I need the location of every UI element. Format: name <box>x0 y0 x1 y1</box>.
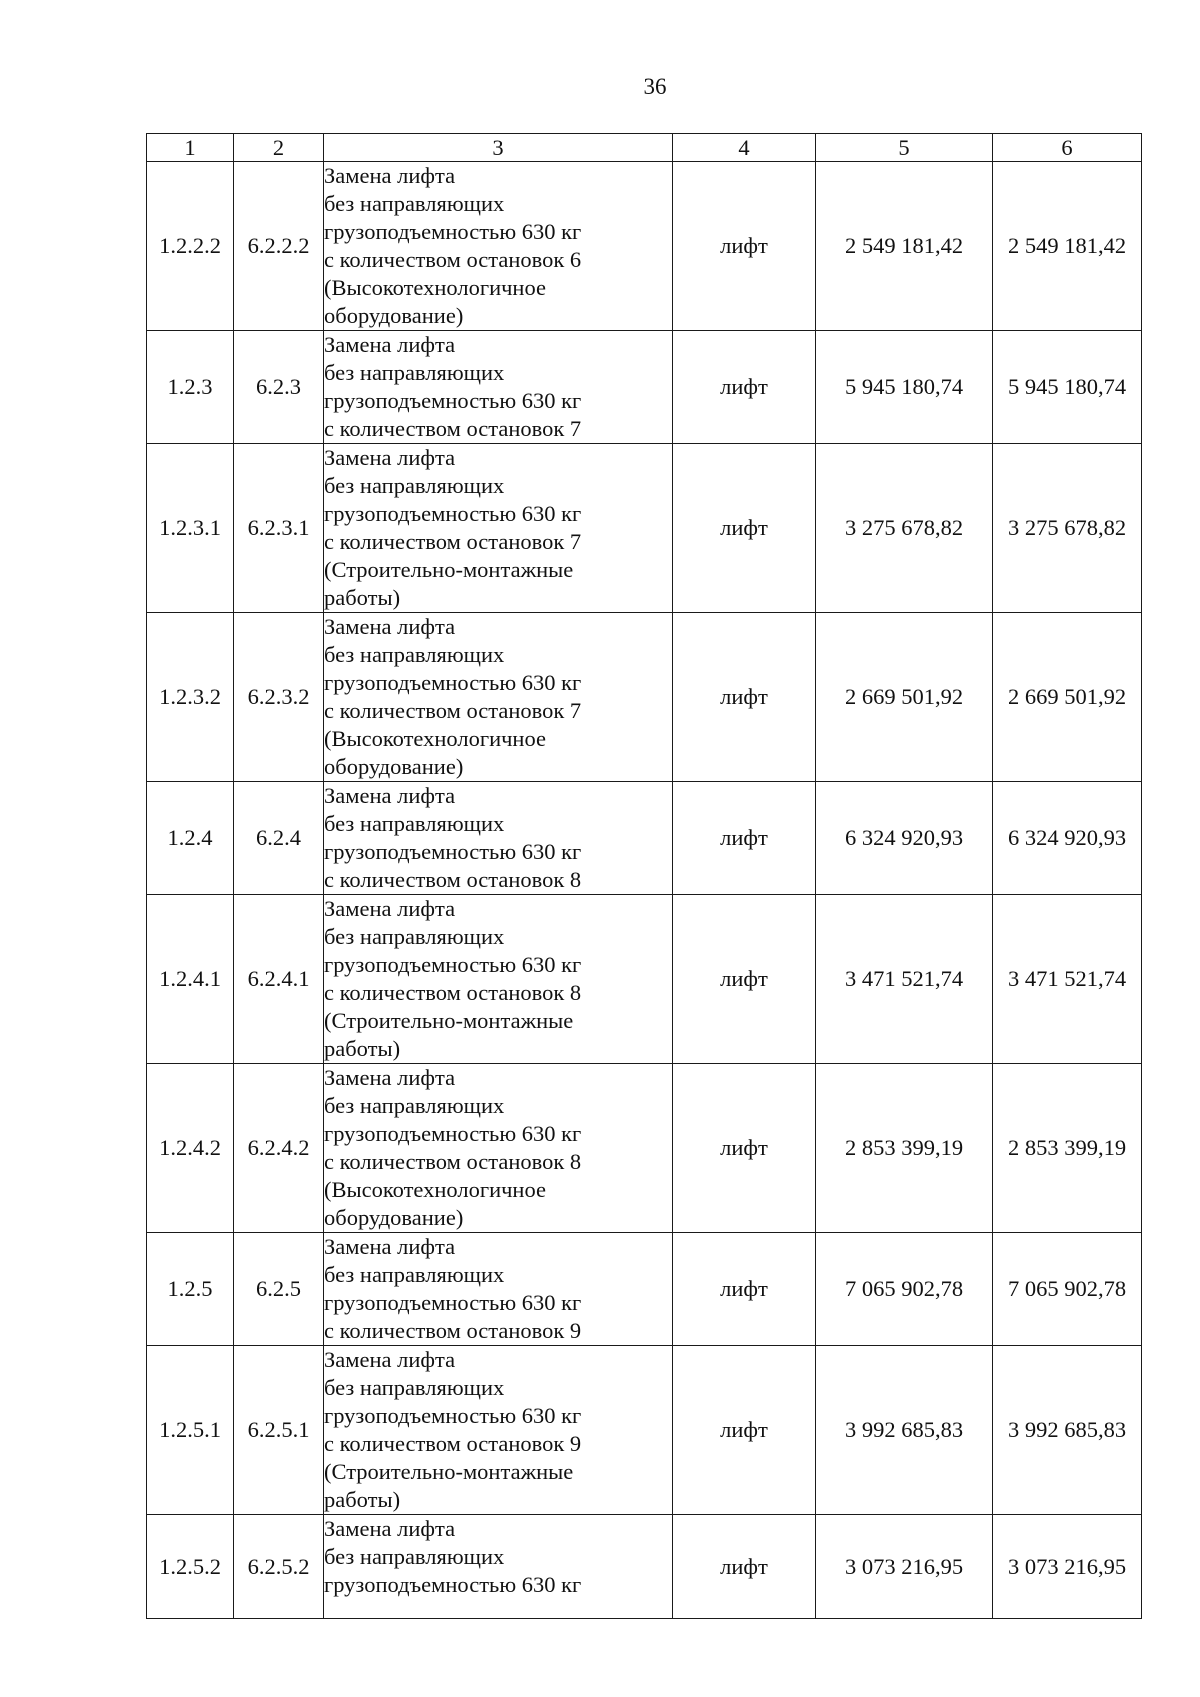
row-amount-6: 3 471 521,74 <box>993 895 1142 1064</box>
description-line: Замена лифта <box>324 1516 456 1541</box>
table-body <box>147 162 1142 1619</box>
description-line: грузоподъемностью 630 кг <box>324 1403 582 1428</box>
row-amount-6: 3 275 678,82 <box>993 444 1142 613</box>
page-number: 36 <box>643 74 667 99</box>
row-description <box>324 444 673 613</box>
description-line: с количеством остановок 7 <box>324 416 582 441</box>
description-line: без направляющих <box>324 811 505 836</box>
row-amount-6: 5 945 180,74 <box>993 331 1142 444</box>
row-amount-6: 6 324 920,93 <box>993 782 1142 895</box>
description-line: без направляющих <box>324 191 505 216</box>
row-description <box>324 1233 673 1346</box>
row-unit: лифт <box>673 782 816 895</box>
row-unit: лифт <box>673 613 816 782</box>
row-code-1: 1.2.3 <box>147 331 234 444</box>
description-line: оборудование) <box>324 754 464 779</box>
row-code-2: 6.2.2.2 <box>234 162 324 331</box>
column-header-2: 2 <box>234 134 324 162</box>
row-amount-5: 3 471 521,74 <box>816 895 993 1064</box>
row-code-2: 6.2.5 <box>234 1233 324 1346</box>
table-row <box>147 1064 1142 1233</box>
description-line: без направляющих <box>324 473 505 498</box>
row-code-1: 1.2.3.2 <box>147 613 234 782</box>
description-line: грузоподъемностью 630 кг <box>324 952 582 977</box>
row-description <box>324 1346 673 1515</box>
row-unit: лифт <box>673 895 816 1064</box>
row-code-1: 1.2.2.2 <box>147 162 234 331</box>
description-line: грузоподъемностью 630 кг <box>324 1290 582 1315</box>
row-unit: лифт <box>673 1515 816 1619</box>
row-amount-5: 3 992 685,83 <box>816 1346 993 1515</box>
description-line: с количеством остановок 7 <box>324 529 582 554</box>
description-line: оборудование) <box>324 1205 464 1230</box>
description-line: грузоподъемностью 630 кг <box>324 219 582 244</box>
row-code-1: 1.2.3.1 <box>147 444 234 613</box>
description-line: (Высокотехнологичное <box>324 1177 546 1202</box>
row-amount-5: 6 324 920,93 <box>816 782 993 895</box>
description-line: Замена лифта <box>324 783 456 808</box>
row-amount-5: 5 945 180,74 <box>816 331 993 444</box>
description-line: грузоподъемностью 630 кг <box>324 501 582 526</box>
row-code-2: 6.2.4.1 <box>234 895 324 1064</box>
description-line: с количеством остановок 7 <box>324 698 582 723</box>
row-code-2: 6.2.5.2 <box>234 1515 324 1619</box>
description-line: Замена лифта <box>324 1065 456 1090</box>
row-code-1: 1.2.4.1 <box>147 895 234 1064</box>
description-line: Замена лифта <box>324 1234 456 1259</box>
row-code-2: 6.2.3.2 <box>234 613 324 782</box>
row-description <box>324 1515 673 1619</box>
table-row <box>147 444 1142 613</box>
row-description <box>324 331 673 444</box>
description-line: с количеством остановок 9 <box>324 1431 582 1456</box>
table-row <box>147 613 1142 782</box>
description-line: работы) <box>324 1036 401 1061</box>
table-row <box>147 895 1142 1064</box>
table-row <box>147 1515 1142 1619</box>
description-line: с количеством остановок 9 <box>324 1318 582 1343</box>
description-line: Замена лифта <box>324 896 456 921</box>
table-row <box>147 331 1142 444</box>
description-line: (Высокотехнологичное <box>324 726 546 751</box>
description-line: с количеством остановок 8 <box>324 1149 582 1174</box>
row-description <box>324 895 673 1064</box>
row-code-2: 6.2.3.1 <box>234 444 324 613</box>
row-unit: лифт <box>673 162 816 331</box>
description-line: грузоподъемностью 630 кг <box>324 670 582 695</box>
row-unit: лифт <box>673 1346 816 1515</box>
row-description <box>324 162 673 331</box>
description-line: без направляющих <box>324 1544 505 1569</box>
description-line: с количеством остановок 8 <box>324 867 582 892</box>
column-header-3: 3 <box>324 134 673 162</box>
table-header-row <box>147 134 1142 162</box>
description-line: без направляющих <box>324 924 505 949</box>
row-description <box>324 782 673 895</box>
description-line: (Строительно-монтажные <box>324 1459 574 1484</box>
description-line: (Высокотехнологичное <box>324 275 546 300</box>
description-line: Замена лифта <box>324 614 456 639</box>
description-line: (Строительно-монтажные <box>324 557 574 582</box>
row-code-1: 1.2.5.2 <box>147 1515 234 1619</box>
row-amount-5: 3 275 678,82 <box>816 444 993 613</box>
row-code-1: 1.2.4.2 <box>147 1064 234 1233</box>
column-header-1: 1 <box>147 134 234 162</box>
row-unit: лифт <box>673 444 816 613</box>
row-unit: лифт <box>673 1233 816 1346</box>
row-unit: лифт <box>673 1064 816 1233</box>
row-amount-6: 2 549 181,42 <box>993 162 1142 331</box>
row-code-2: 6.2.3 <box>234 331 324 444</box>
description-line: грузоподъемностью 630 кг <box>324 388 582 413</box>
row-amount-5: 3 073 216,95 <box>816 1515 993 1619</box>
description-line: без направляющих <box>324 1093 505 1118</box>
description-line: (Строительно-монтажные <box>324 1008 574 1033</box>
row-amount-6: 7 065 902,78 <box>993 1233 1142 1346</box>
table-row <box>147 1233 1142 1346</box>
description-line: без направляющих <box>324 360 505 385</box>
description-line: Замена лифта <box>324 332 456 357</box>
description-line: грузоподъемностью 630 кг <box>324 1121 582 1146</box>
row-code-2: 6.2.5.1 <box>234 1346 324 1515</box>
description-line: грузоподъемностью 630 кг <box>324 1572 582 1597</box>
row-amount-5: 2 853 399,19 <box>816 1064 993 1233</box>
row-unit: лифт <box>673 331 816 444</box>
description-line: без направляющих <box>324 642 505 667</box>
row-amount-6: 3 992 685,83 <box>993 1346 1142 1515</box>
table-row <box>147 1346 1142 1515</box>
row-amount-5: 2 549 181,42 <box>816 162 993 331</box>
row-code-1: 1.2.5.1 <box>147 1346 234 1515</box>
description-line: с количеством остановок 8 <box>324 980 582 1005</box>
row-amount-6: 2 669 501,92 <box>993 613 1142 782</box>
description-line: грузоподъемностью 630 кг <box>324 839 582 864</box>
row-amount-5: 7 065 902,78 <box>816 1233 993 1346</box>
column-header-6: 6 <box>993 134 1142 162</box>
description-line: без направляющих <box>324 1262 505 1287</box>
row-code-1: 1.2.4 <box>147 782 234 895</box>
description-line: Замена лифта <box>324 445 456 470</box>
table-row <box>147 782 1142 895</box>
description-line: без направляющих <box>324 1375 505 1400</box>
row-amount-6: 2 853 399,19 <box>993 1064 1142 1233</box>
description-line: с количеством остановок 6 <box>324 247 582 272</box>
description-line: Замена лифта <box>324 1347 456 1372</box>
description-line: работы) <box>324 1487 401 1512</box>
data-table <box>146 133 1142 1619</box>
table-row <box>147 162 1142 331</box>
column-header-5: 5 <box>816 134 993 162</box>
row-amount-6: 3 073 216,95 <box>993 1515 1142 1619</box>
row-code-2: 6.2.4 <box>234 782 324 895</box>
row-description <box>324 1064 673 1233</box>
description-line: работы) <box>324 585 401 610</box>
description-line: Замена лифта <box>324 163 456 188</box>
description-line: оборудование) <box>324 303 464 328</box>
row-code-2: 6.2.4.2 <box>234 1064 324 1233</box>
row-code-1: 1.2.5 <box>147 1233 234 1346</box>
column-header-4: 4 <box>673 134 816 162</box>
row-description <box>324 613 673 782</box>
row-amount-5: 2 669 501,92 <box>816 613 993 782</box>
